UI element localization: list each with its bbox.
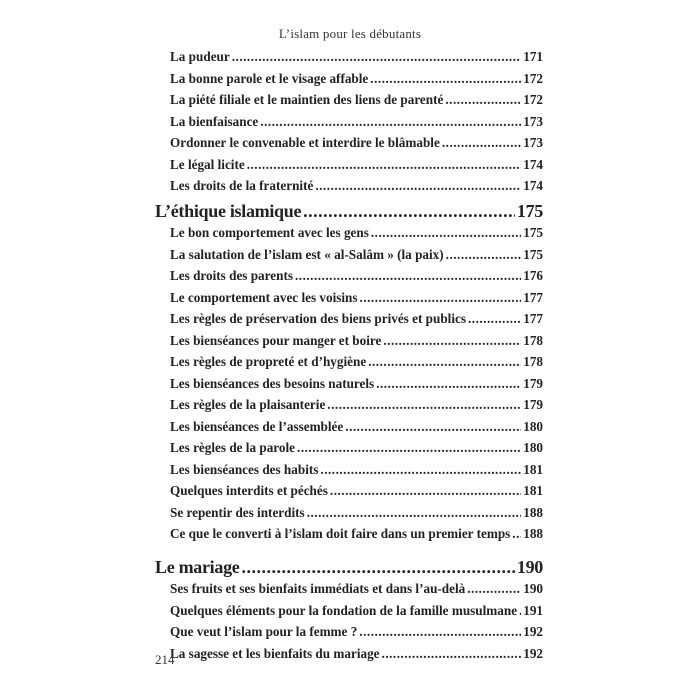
toc-entry-title: La salutation de l’islam est « al-Salâm » (la paix) bbox=[170, 246, 444, 262]
toc-entry-page: 173 bbox=[523, 135, 543, 150]
toc-entry-page: 192 bbox=[523, 624, 543, 639]
toc-entry-page: 175 bbox=[523, 246, 543, 262]
dot-leader bbox=[370, 68, 521, 90]
toc-entry-page: 188 bbox=[523, 526, 543, 541]
toc-entry-title: Le comportement avec les voisins bbox=[170, 289, 358, 305]
toc-chapter-title: Le mariage bbox=[155, 557, 240, 577]
dot-leader bbox=[327, 394, 521, 416]
toc-entry[interactable] bbox=[170, 89, 543, 111]
toc-entry-page: 173 bbox=[523, 113, 543, 129]
toc-entry[interactable] bbox=[170, 600, 543, 622]
dot-leader bbox=[359, 621, 521, 643]
toc-entry-title: Les bienséances des besoins naturels bbox=[170, 375, 375, 391]
toc-entry-title: Les règles de la plaisanterie bbox=[170, 397, 326, 412]
dot-leader bbox=[445, 89, 521, 111]
toc-entry-page: 178 bbox=[523, 332, 543, 348]
toc-entry[interactable] bbox=[170, 416, 543, 438]
toc-entry-title: Ce que le converti à l’islam doit faire dans un premier temps bbox=[170, 526, 511, 541]
toc-chapter-page: 175 bbox=[516, 201, 543, 221]
toc-entry[interactable] bbox=[170, 351, 543, 373]
toc-entry-title: Quelques interdits et péchés bbox=[170, 483, 328, 498]
toc-entry[interactable] bbox=[170, 643, 543, 665]
toc-entry-title: Que veut l’islam pour la femme ? bbox=[170, 624, 358, 639]
dot-leader bbox=[467, 578, 521, 600]
dot-leader bbox=[371, 222, 521, 244]
dot-leader bbox=[368, 351, 521, 373]
toc-entry-title: Se repentir des interdits bbox=[170, 504, 305, 520]
toc-entry-title: Ordonner le convenable et interdire le blâmable bbox=[170, 135, 440, 150]
toc-entry-title: La pudeur bbox=[170, 49, 230, 64]
toc-entry[interactable] bbox=[170, 459, 543, 481]
toc-entry-title: Les bienséances de l’assemblée bbox=[170, 418, 344, 434]
dot-leader bbox=[468, 308, 521, 330]
toc-entry-title: La sagesse et les bienfaits du mariage bbox=[170, 645, 380, 661]
toc-entry-page: 171 bbox=[523, 49, 543, 64]
toc-entry-page: 180 bbox=[523, 418, 543, 434]
toc-entry-page: 178 bbox=[523, 354, 543, 369]
dot-leader bbox=[247, 154, 522, 176]
toc-entry-title: Les règles de propreté et d’hygiène bbox=[170, 354, 367, 369]
toc-entry[interactable] bbox=[170, 287, 543, 309]
dot-leader bbox=[303, 198, 515, 224]
toc-entry[interactable] bbox=[170, 244, 543, 266]
toc-entry-title: Les bienséances pour manger et boire bbox=[170, 332, 382, 348]
toc-entry-page: 180 bbox=[523, 440, 543, 455]
toc-entry-page: 174 bbox=[523, 178, 543, 193]
toc-entry[interactable] bbox=[170, 394, 543, 416]
toc-entry-title: Le légal licite bbox=[170, 156, 245, 172]
toc-entry[interactable] bbox=[170, 154, 543, 176]
toc-entry[interactable] bbox=[170, 111, 543, 133]
toc-entry-page: 192 bbox=[523, 645, 543, 661]
toc-entry-page: 188 bbox=[523, 504, 543, 520]
dot-leader bbox=[345, 416, 521, 438]
toc-entry-page: 179 bbox=[523, 375, 543, 391]
toc-entry[interactable] bbox=[170, 175, 543, 197]
dot-leader bbox=[383, 330, 521, 352]
dot-leader bbox=[307, 502, 522, 524]
toc-entry-title: Les règles de préservation des biens privés et publics bbox=[170, 311, 466, 326]
dot-leader bbox=[320, 459, 521, 481]
toc-entry[interactable] bbox=[170, 46, 543, 68]
toc-entry-page: 181 bbox=[523, 461, 543, 477]
toc-entry-title: La bienfaisance bbox=[170, 113, 259, 129]
dot-leader bbox=[376, 373, 521, 395]
dot-leader bbox=[241, 554, 514, 580]
toc-entry[interactable] bbox=[170, 437, 543, 459]
toc-entry-page: 177 bbox=[523, 311, 543, 326]
toc-entry-title: Les droits de la fraternité bbox=[170, 178, 314, 193]
toc-chapter-entry[interactable] bbox=[155, 198, 543, 224]
toc-chapter-title: L’éthique islamique bbox=[155, 201, 302, 221]
dot-leader bbox=[519, 600, 521, 622]
toc-entry-page: 190 bbox=[523, 581, 543, 596]
toc-entry[interactable] bbox=[170, 502, 543, 524]
toc-entry-page: 175 bbox=[523, 225, 543, 240]
toc-entry[interactable] bbox=[170, 621, 543, 643]
toc-entry-page: 179 bbox=[523, 397, 543, 412]
toc-entry[interactable] bbox=[170, 222, 543, 244]
dot-leader bbox=[512, 523, 521, 545]
toc-entry-page: 191 bbox=[523, 602, 543, 618]
toc-entry[interactable] bbox=[170, 578, 543, 600]
toc-entry-page: 176 bbox=[523, 268, 543, 283]
toc-entry[interactable] bbox=[170, 330, 543, 352]
dot-leader bbox=[382, 643, 522, 665]
toc-entry-title: Le bon comportement avec les gens bbox=[170, 225, 369, 240]
dot-leader bbox=[260, 111, 521, 133]
dot-leader bbox=[297, 437, 521, 459]
toc-entry-page: 177 bbox=[523, 289, 543, 305]
toc-entry-title: Ses fruits et ses bienfaits immédiats et dans l’au-delà bbox=[170, 581, 466, 596]
dot-leader bbox=[360, 287, 522, 309]
dot-leader bbox=[232, 46, 521, 68]
toc-chapter-page: 190 bbox=[516, 557, 543, 577]
toc-entry-title: Les règles de la parole bbox=[170, 440, 296, 455]
toc-entry-page: 172 bbox=[523, 92, 543, 107]
toc-chapter-entry[interactable] bbox=[155, 554, 543, 580]
dot-leader bbox=[330, 480, 521, 502]
toc-entry-page: 181 bbox=[523, 483, 543, 498]
toc-entry-title: Quelques éléments pour la fondation de la famille musulmane bbox=[170, 602, 518, 618]
toc-entry[interactable] bbox=[170, 523, 543, 545]
toc-entry-title: Les droits des parents bbox=[170, 268, 293, 283]
dot-leader bbox=[446, 244, 522, 266]
toc-entry-page: 172 bbox=[523, 70, 543, 86]
dot-leader bbox=[315, 175, 521, 197]
page-number: 214 bbox=[155, 652, 175, 667]
toc-entry[interactable] bbox=[170, 308, 543, 330]
dot-leader bbox=[295, 265, 521, 287]
toc-entry-title: Les bienséances des habits bbox=[170, 461, 319, 477]
toc-entry[interactable] bbox=[170, 373, 543, 395]
toc-entry[interactable] bbox=[170, 132, 543, 154]
toc-entry-title: La piété filiale et le maintien des liens de parenté bbox=[170, 92, 444, 107]
toc-entry[interactable] bbox=[170, 265, 543, 287]
toc-entry[interactable] bbox=[170, 480, 543, 502]
running-title: L’islam pour les débutants bbox=[278, 26, 422, 41]
toc-entry-page: 174 bbox=[523, 156, 543, 172]
dot-leader bbox=[442, 132, 521, 154]
toc-entry-title: La bonne parole et le visage affable bbox=[170, 70, 369, 86]
toc-entry[interactable] bbox=[170, 68, 543, 90]
